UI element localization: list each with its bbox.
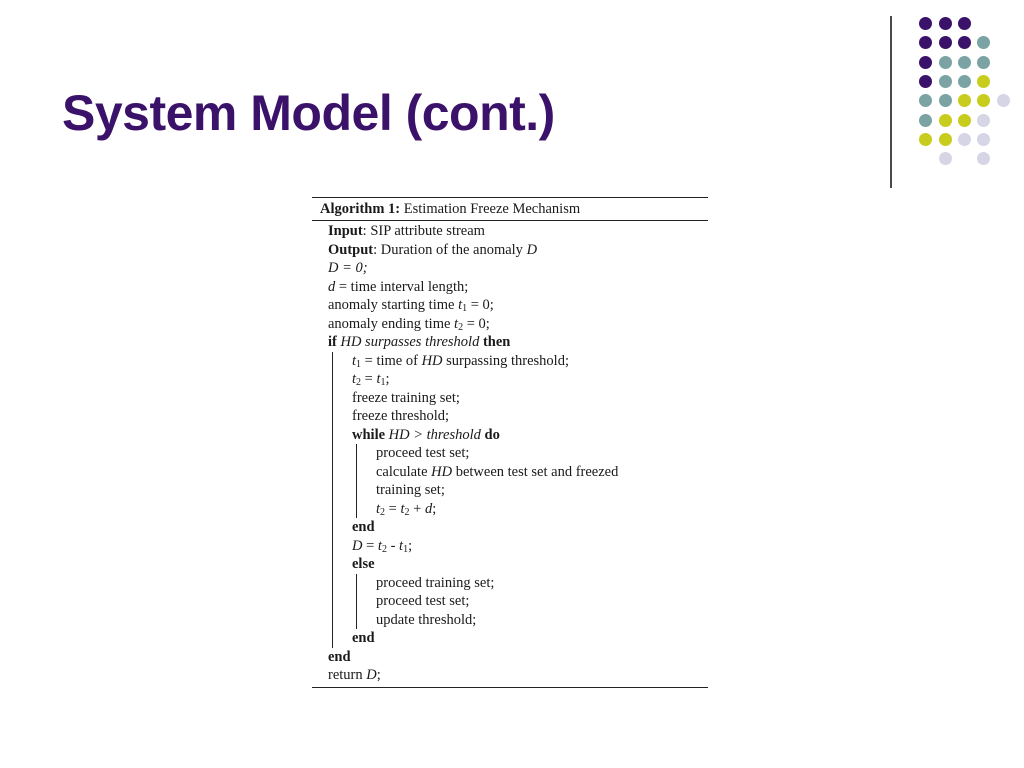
algo-while-block xyxy=(356,444,708,518)
decor-dot xyxy=(977,133,990,146)
decor-dot xyxy=(919,36,932,49)
decor-dot xyxy=(919,114,932,127)
decor-dot xyxy=(958,94,971,107)
algo-line: D = 0; xyxy=(328,260,368,276)
algorithm-header xyxy=(312,198,708,220)
decor-dot xyxy=(977,56,990,69)
decor-dot xyxy=(919,133,932,146)
algo-while-line: while HD > threshold do xyxy=(352,426,500,443)
algorithm-bottom-rule xyxy=(312,687,708,688)
decor-dot xyxy=(919,56,932,69)
algo-line: training set; xyxy=(376,482,445,498)
decor-dot xyxy=(939,114,952,127)
algorithm-box xyxy=(312,197,708,688)
algo-line: $t_2 = t_1$; xyxy=(352,371,390,388)
decor-dot xyxy=(958,75,971,88)
decor-divider-line xyxy=(890,16,892,188)
algo-line: calculate HD between test set and freezed xyxy=(376,463,619,480)
algorithm-name: Estimation Freeze Mechanism xyxy=(403,201,581,217)
decor-dot xyxy=(939,56,952,69)
slide-title: System Model (cont.) xyxy=(62,85,555,141)
decor-dot xyxy=(939,152,952,165)
decor-dot xyxy=(939,94,952,107)
decor-dot xyxy=(958,114,971,127)
decor-dot xyxy=(939,75,952,88)
algo-line: proceed training set; xyxy=(376,574,495,591)
decor-dot xyxy=(977,152,990,165)
algo-line: proceed test set; xyxy=(376,593,470,609)
decor-dot xyxy=(939,17,952,30)
decor-dot xyxy=(977,94,990,107)
algo-line: freeze training set; xyxy=(352,389,460,406)
algo-line: update threshold; xyxy=(376,611,477,628)
decor-dot xyxy=(919,94,932,107)
algo-line: $D = t_2 - t_1$; xyxy=(352,537,413,555)
algo-end-line: end xyxy=(352,630,375,646)
algo-line: proceed test set; xyxy=(376,445,470,461)
algo-input-line: Input: SIP attribute stream xyxy=(328,223,485,239)
algo-end-line: end xyxy=(352,519,375,535)
decor-dot xyxy=(919,17,932,30)
decor-dot xyxy=(997,94,1010,107)
algo-output-line: Output: Duration of the anomaly D xyxy=(328,241,538,258)
algo-else-line: else xyxy=(352,556,375,572)
decor-dot xyxy=(939,36,952,49)
algo-line: anomaly starting time $t_1 = 0$; xyxy=(328,297,494,314)
algo-line: freeze threshold; xyxy=(352,408,450,424)
algo-if-block xyxy=(332,352,708,648)
algo-else-block xyxy=(356,574,708,630)
algorithm-body xyxy=(312,221,708,687)
decor-dot xyxy=(958,36,971,49)
decor-dot xyxy=(939,133,952,146)
algo-if-line: if HD surpasses threshold then xyxy=(328,334,511,350)
decor-dot xyxy=(958,56,971,69)
decor-dot xyxy=(977,75,990,88)
algo-end-line: end xyxy=(328,648,351,665)
algo-line: $t_1$ = time of HD surpassing threshold; xyxy=(352,352,569,370)
algorithm-label: Algorithm 1: xyxy=(320,201,401,217)
algo-return-line: return D; xyxy=(328,667,381,683)
decor-dot xyxy=(919,75,932,88)
algo-line: d = time interval length; xyxy=(328,278,469,295)
decor-dot xyxy=(977,36,990,49)
algo-line: anomaly ending time $t_2 = 0$; xyxy=(328,315,490,333)
algo-line: $t_2 = t_2 + d$; xyxy=(376,500,437,518)
decor-dot xyxy=(958,133,971,146)
decor-dot xyxy=(958,17,971,30)
decor-dot xyxy=(977,114,990,127)
